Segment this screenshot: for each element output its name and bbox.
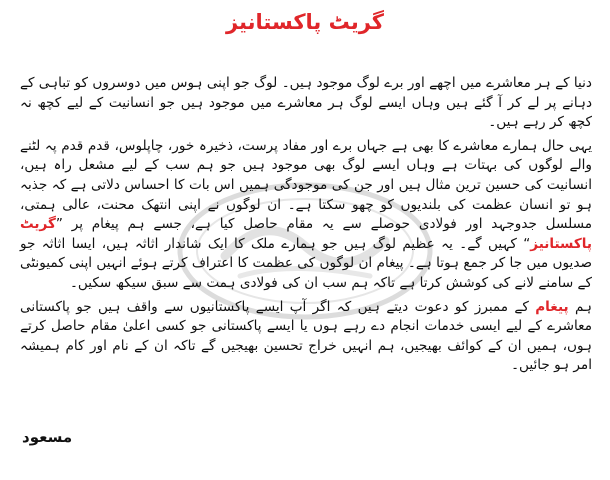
author-signature: مسعود <box>22 428 73 446</box>
paragraph-main <box>20 137 592 294</box>
paragraph-invitation-part1: ہم <box>568 298 592 315</box>
paragraph-invitation <box>20 298 592 376</box>
paigham-highlight: پیغام <box>535 298 569 315</box>
paragraph-main-part2: “ کہیں گے۔ یہ عظیم لوگ ہیں جو ہمارے ملک کا ایک شاندار اثاثہ ہیں، ایسا اثاثہ جو صدیوں میں جا کر جمع ہوتا ہے۔ پیغام ان لوگوں کی عظمت کا اعتراف کرتے ہوئے انہیں اپنی کمیونٹی کے سامنے لانے کی کوشش کرتا ہے تاکہ ہم سب ان کی فولادی ہمت سے سبق سیکھ سکیں۔ <box>20 235 592 291</box>
page-title: گریٹ پاکستانیز <box>225 10 385 34</box>
paragraph-main-part1: یہی حال ہمارے معاشرے کا بھی ہے جہاں برے اور مفاد پرست، ذخیرہ خور، چاپلوس، قدم قدم پہ لٹنے والے لوگوں کی بہتات ہے وہاں ایسے لوگ بھی موجود ہیں جو ہم سب کے لیے مشعل راہ ہیں، انسانیت کی حسین ترین مثال ہیں اور جن کی موجودگی ہمیں اس بات کا احساس دلاتی ہے کہ جذبہ ہو تو انسان عظمت کی بلندیوں کو چھو سکتا ہے۔ ان لوگوں نے اپنی انتھک محنت، عالی ہمتی، مسلسل جدوجہد اور فولادی حوصلے سے یہ مقام حاصل کیا ہے، جسے ہم پیغام پر ” <box>20 137 592 233</box>
article-body <box>20 74 592 380</box>
great-pakistanis-highlight: گریٹ پاکستانیز <box>20 216 592 252</box>
paragraph-invitation-part2: کے ممبرز کو دعوت دیتے ہیں کہ اگر آپ ایسے پاکستانیوں سے واقف ہیں جو پاکستانی معاشرے کے لیے ایسی خدمات انجام دے رہے ہوں یا ایسے پاکستانی جو کسی اعلیٰ مقام حاصل کرتے ہوں، ہمیں ان کے کوائف بھیجیں، ہم انہیں خراج تحسین بھیجیں گے تاکہ ان کے نام اور کام ہمیشہ امر ہو جائیں۔ <box>20 298 592 374</box>
paragraph-intro: دنیا کے ہر معاشرے میں اچھے اور برے لوگ موجود ہیں۔ لوگ جو اپنی ہوس میں دوسروں کو تباہی کے دہانے پر لے کر آ گئے ہیں وہاں ایسے لوگ ہر معاشرے میں موجود ہیں جو انسانیت کے لیے کچھ نہ کچھ کر رہے ہیں۔ <box>20 75 592 131</box>
